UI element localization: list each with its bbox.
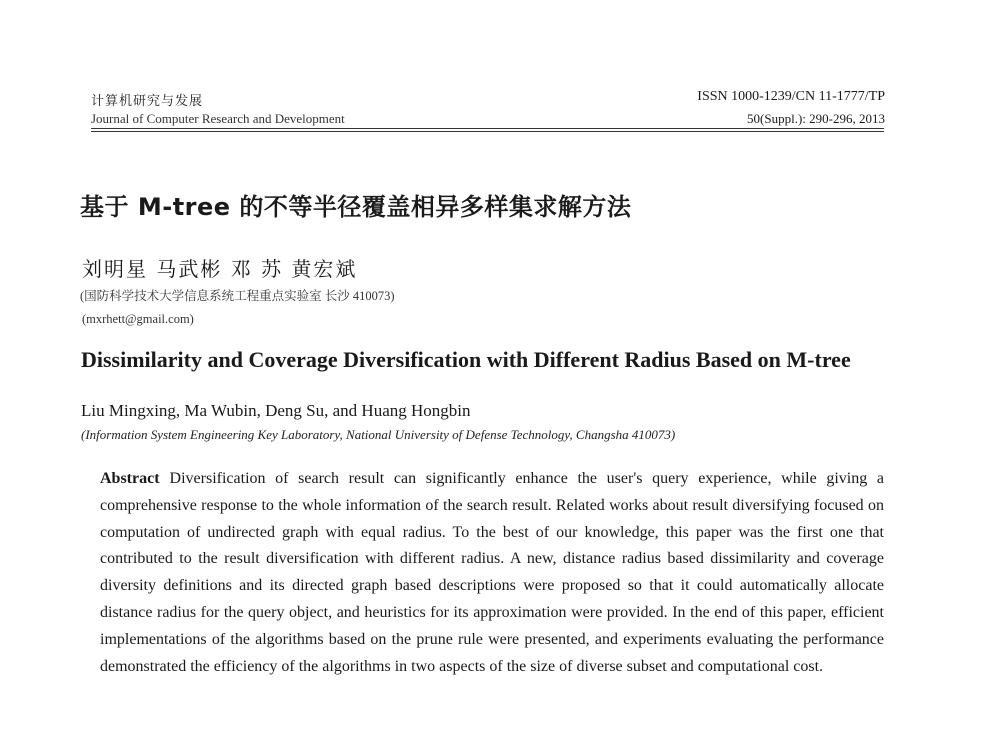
paper-title-en: Dissimilarity and Coverage Diversification with Different Radius Based on M-tree: [81, 347, 851, 372]
journal-name-en: Journal of Computer Research and Development: [91, 111, 345, 126]
abstract-text: Diversification of search result can significantly enhance the user's query experience, while giving a comprehensive response to the whole information of the search result. Related works about result diversifying focused on computation of undirected graph with equal radius. To the best of our knowledge, this paper was the first one that contributed to the result diversification with different radius. A new, distance radius based dissimilarity and coverage diversity definitions and its directed graph based descriptions were proposed so that it could automatically allocate distance radius for the query object, and heuristics for its approximation were provided. In the end of this paper, efficient implementations of the algorithms based on the prune rule were presented, and experiments evaluating the performance demonstrated the efficiency of the algorithms in two aspects of the size of diverse subset and computational cost.: [100, 470, 884, 675]
issn-line: ISSN 1000-1239/CN 11-1777/TP: [697, 89, 885, 104]
volume-line: 50(Suppl.): 290-296, 2013: [747, 111, 885, 126]
affiliation-cn: (国防科学技术大学信息系统工程重点实验室 长沙 410073): [80, 289, 395, 303]
header-rule-thin: [91, 131, 884, 132]
affiliation-en: (Information System Engineering Key Laboratory, National University of Defense Technology, Changsha 410073): [81, 427, 676, 442]
journal-name-cn: 计算机研究与发展: [91, 93, 204, 108]
authors-en: Liu Mingxing, Ma Wubin, Deng Su, and Huang Hongbin: [81, 401, 471, 420]
authors-cn: 刘明星 马武彬 邓 苏 黄宏斌: [82, 257, 358, 281]
author-email: (mxrhett@gmail.com): [82, 312, 194, 326]
paper-title-cn: 基于 M-tree 的不等半径覆盖相异多样集求解方法: [80, 193, 632, 221]
abstract-label: Abstract: [100, 470, 160, 487]
header-rule-thick: [91, 128, 884, 129]
abstract-block: [100, 466, 884, 680]
